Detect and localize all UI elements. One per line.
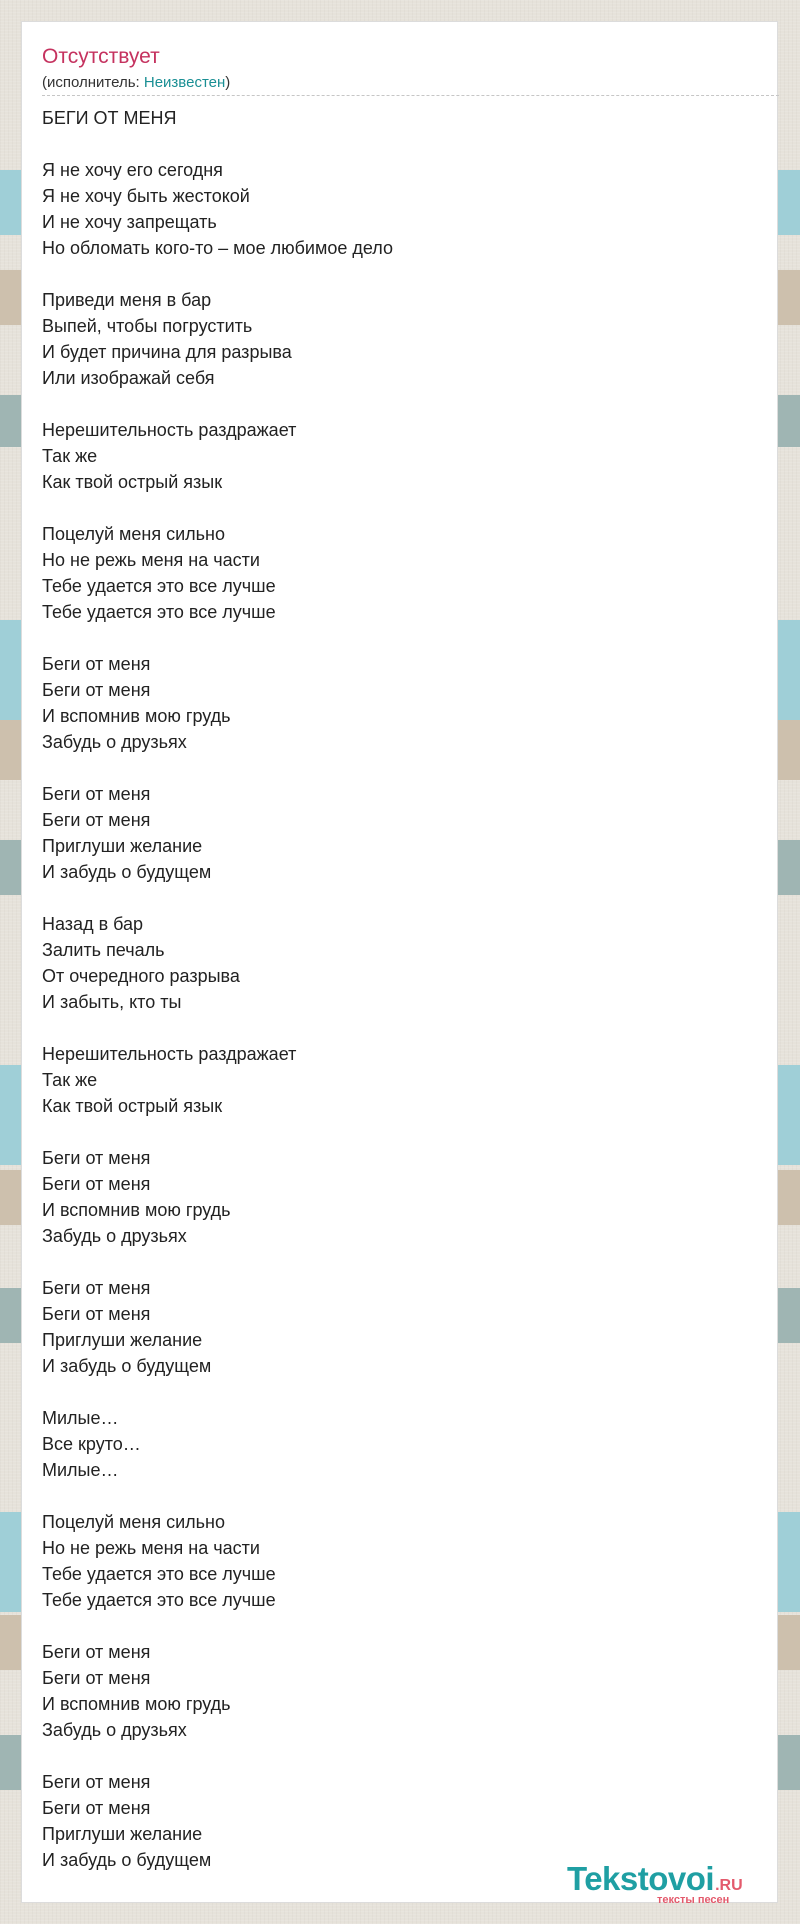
artist-link[interactable]: Неизвестен: [143, 74, 226, 91]
lyrics-card: [21, 21, 778, 1906]
song-title: Отсутствует: [42, 45, 160, 68]
logo-tagline: тексты песен: [657, 1894, 730, 1906]
logo-tld: .RU: [715, 1877, 743, 1894]
site-logo[interactable]: [567, 1860, 782, 1906]
title-divider: [42, 95, 779, 96]
logo-name: Tekstovoi: [567, 1860, 715, 1897]
lyrics-text: БЕГИ ОТ МЕНЯ Я не хочу его сегодня Я не хочу быть жестокой И не хочу запрещать Но обломать кого-то – мое любимое дело Приведи меня в бар Выпей, чтобы погрустить И будет причина для разрыва Или изображай себя Нерешительность раздражает Так же Как твой острый язык Поцелуй меня сильно Но не режь меня на части Тебе удается это все лучше Тебе удается это все лучше Беги от меня Беги от меня И вспомнив мою грудь Забудь о друзьях Беги от меня Беги от меня Приглуши желание И забудь о будущем Назад в бар Залить печаль От очередного разрыва И забыть, кто ты Нерешительность раздражает Так же Как твой острый язык Беги от меня Беги от меня И вспомнив мою грудь Забудь о друзьях Беги от меня Беги от меня Приглуши желание И забудь о будущем Милые… Все круто… Милые… Поцелуй меня сильно Но не режь меня на части Тебе удается это все лучше Тебе удается это все лучше Беги от меня Беги от меня И вспомнив мою грудь Забудь о друзьях Беги от меня Беги от меня Приглуши желание И забудь о будущем: [42, 108, 393, 1870]
artist-suffix: ): [225, 74, 231, 91]
artist-prefix: (исполнитель:: [42, 74, 144, 91]
artist-line: [42, 73, 230, 93]
